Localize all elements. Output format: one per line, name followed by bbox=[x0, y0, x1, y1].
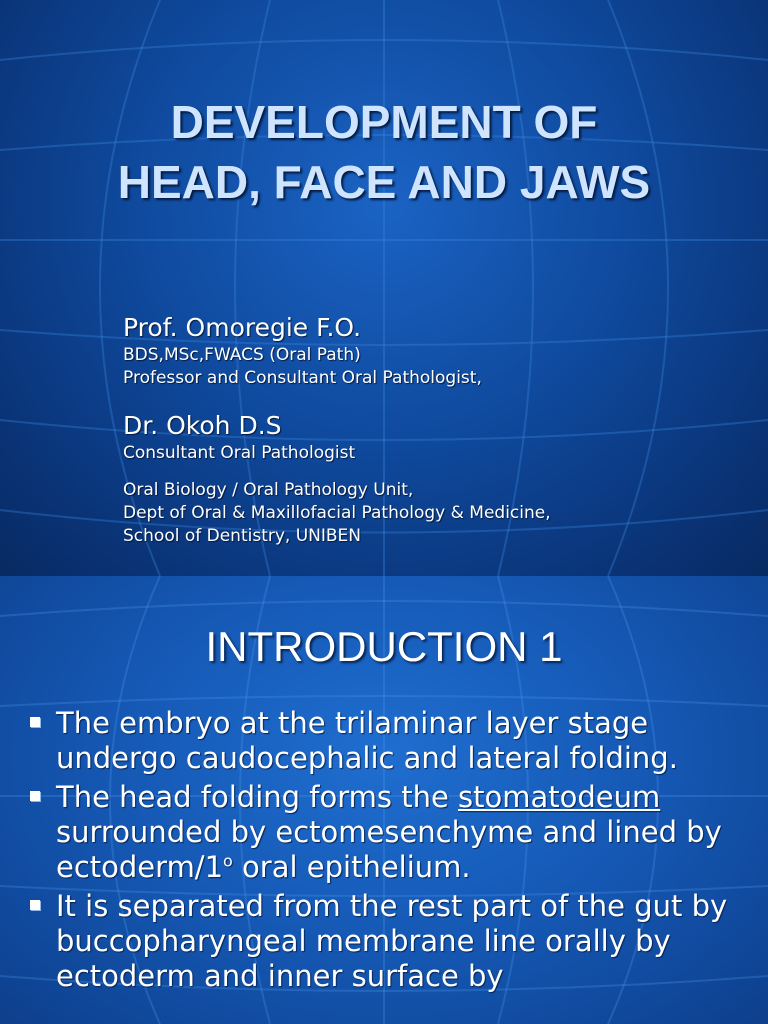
slide-title bbox=[0, 92, 768, 212]
bullet-text: The embryo at the trilaminar layer stage undergo caudocephalic and lateral folding. bbox=[56, 706, 678, 775]
list-item bbox=[28, 780, 748, 885]
superscript-degree: o bbox=[223, 851, 233, 871]
list-item bbox=[28, 706, 748, 776]
square-bullet-icon bbox=[30, 900, 40, 910]
bullet-text-middle: surrounded by ectomesenchyme and lined by ectoderm/1 bbox=[56, 815, 722, 884]
author1-credentials: BDS,MSc,FWACS (Oral Path) bbox=[123, 345, 361, 365]
bullet-text: It is separated from the rest part of the gut by buccopharyngeal membrane line orally by ectoderm and inner surface by bbox=[56, 889, 728, 993]
title-line-2: HEAD, FACE AND JAWS bbox=[117, 156, 651, 208]
author2-position: Consultant Oral Pathologist bbox=[123, 443, 356, 463]
stomatodeum-link[interactable]: stomatodeum bbox=[458, 780, 661, 814]
square-bullet-icon bbox=[30, 791, 40, 801]
author2-name: Dr. Okoh D.S bbox=[123, 411, 282, 440]
author1-name: Prof. Omoregie F.O. bbox=[123, 313, 362, 342]
bullet-text-after: oral epithelium. bbox=[232, 850, 471, 884]
bullet-text-before: The head folding forms the bbox=[56, 780, 459, 814]
authors-block bbox=[123, 312, 743, 548]
title-line-1: DEVELOPMENT OF bbox=[170, 96, 598, 148]
author1-position: Professor and Consultant Oral Pathologist, bbox=[123, 368, 482, 388]
affiliation-line-3: School of Dentistry, UNIBEN bbox=[123, 526, 362, 546]
list-item bbox=[28, 889, 748, 994]
introduction-title: INTRODUCTION 1 bbox=[205, 623, 563, 670]
introduction-slide bbox=[0, 576, 768, 1024]
affiliation-line-1: Oral Biology / Oral Pathology Unit, bbox=[123, 480, 414, 500]
affiliation-line-2: Dept of Oral & Maxillofacial Pathology & Medicine, bbox=[123, 503, 551, 523]
bullet-list bbox=[28, 706, 748, 998]
square-bullet-icon bbox=[30, 717, 40, 727]
